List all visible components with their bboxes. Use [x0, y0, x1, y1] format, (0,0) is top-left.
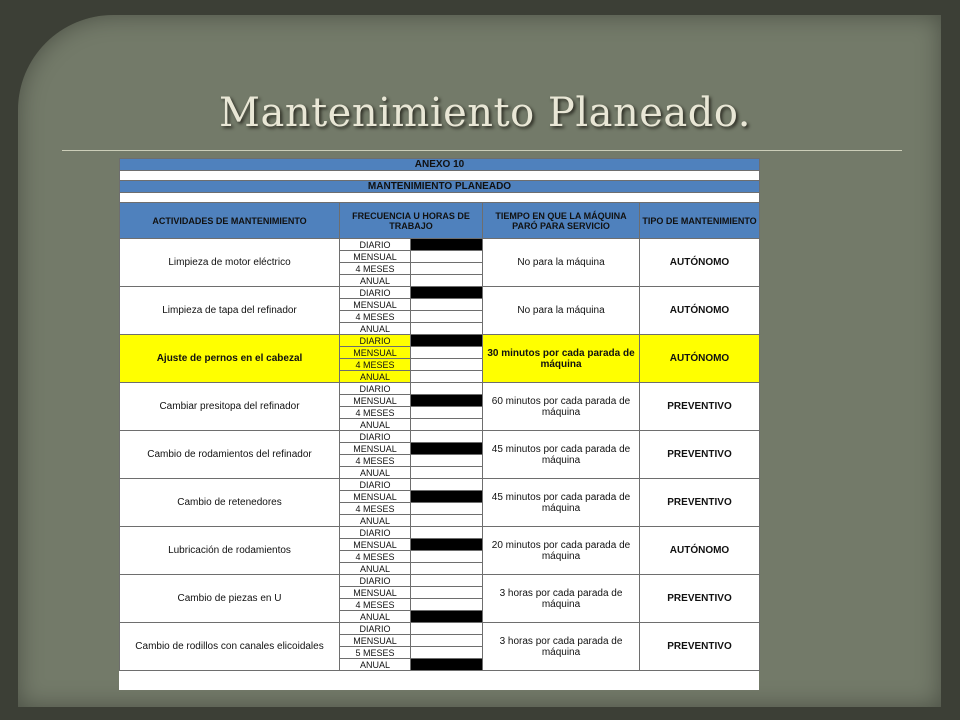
frequency-mark-empty: [411, 647, 483, 659]
frequency-label: ANUAL: [340, 611, 411, 623]
frequency-mark-empty: [411, 575, 483, 587]
stop-time-cell: No para la máquina: [483, 287, 640, 335]
maintenance-type-cell: AUTÓNOMO: [640, 335, 760, 383]
frequency-mark-empty: [411, 623, 483, 635]
maintenance-sheet: [119, 158, 759, 690]
maintenance-type-cell: AUTÓNOMO: [640, 239, 760, 287]
frequency-label: ANUAL: [340, 515, 411, 527]
frequency-mark-empty: [411, 299, 483, 311]
frequency-label: ANUAL: [340, 371, 411, 383]
frequency-label: 4 MESES: [340, 503, 411, 515]
frequency-mark-empty: [411, 467, 483, 479]
frequency-label: DIARIO: [340, 383, 411, 395]
header-time: TIEMPO EN QUE LA MÁQUINA PARÓ PARA SERVICIO: [483, 203, 640, 239]
frequency-label: 5 MESES: [340, 647, 411, 659]
header-activity: ACTIVIDADES DE MANTENIMIENTO: [120, 203, 340, 239]
frequency-label: MENSUAL: [340, 395, 411, 407]
frequency-label: ANUAL: [340, 659, 411, 671]
activity-cell: Lubricación de rodamientos: [120, 527, 340, 575]
spacer-row: [120, 193, 760, 203]
frequency-label: ANUAL: [340, 563, 411, 575]
frequency-label: ANUAL: [340, 467, 411, 479]
frequency-mark-empty: [411, 527, 483, 539]
frequency-label: MENSUAL: [340, 299, 411, 311]
activity-cell: Ajuste de pernos en el cabezal: [120, 335, 340, 383]
activity-cell: Cambio de retenedores: [120, 479, 340, 527]
frequency-mark-filled: [411, 239, 483, 251]
frequency-mark-empty: [411, 383, 483, 395]
frequency-mark-empty: [411, 587, 483, 599]
frequency-label: 4 MESES: [340, 311, 411, 323]
frequency-mark-empty: [411, 563, 483, 575]
maintenance-type-cell: PREVENTIVO: [640, 479, 760, 527]
frequency-mark-empty: [411, 431, 483, 443]
frequency-mark-empty: [411, 359, 483, 371]
frequency-mark-empty: [411, 551, 483, 563]
header-type: TIPO DE MANTENIMIENTO: [640, 203, 760, 239]
stop-time-cell: No para la máquina: [483, 239, 640, 287]
frequency-mark-empty: [411, 503, 483, 515]
frequency-label: 4 MESES: [340, 455, 411, 467]
frequency-mark-empty: [411, 479, 483, 491]
frequency-label: DIARIO: [340, 431, 411, 443]
title-divider: [62, 150, 902, 151]
frequency-label: MENSUAL: [340, 635, 411, 647]
frequency-label: MENSUAL: [340, 347, 411, 359]
frequency-label: MENSUAL: [340, 443, 411, 455]
frequency-label: DIARIO: [340, 479, 411, 491]
header-frequency: FRECUENCIA U HORAS DE TRABAJO: [340, 203, 483, 239]
frequency-label: DIARIO: [340, 335, 411, 347]
frequency-label: ANUAL: [340, 275, 411, 287]
activity-cell: Cambio de rodamientos del refinador: [120, 431, 340, 479]
frequency-mark-filled: [411, 491, 483, 503]
frequency-label: 4 MESES: [340, 407, 411, 419]
maintenance-type-cell: PREVENTIVO: [640, 623, 760, 671]
activity-cell: Limpieza de tapa del refinador: [120, 287, 340, 335]
table-caption: MANTENIMIENTO PLANEADO: [120, 181, 760, 193]
maintenance-type-cell: PREVENTIVO: [640, 575, 760, 623]
frequency-label: DIARIO: [340, 287, 411, 299]
frequency-label: MENSUAL: [340, 251, 411, 263]
frequency-mark-empty: [411, 407, 483, 419]
frequency-label: DIARIO: [340, 575, 411, 587]
frequency-mark-filled: [411, 539, 483, 551]
frequency-mark-empty: [411, 263, 483, 275]
maintenance-type-cell: AUTÓNOMO: [640, 527, 760, 575]
frequency-mark-filled: [411, 443, 483, 455]
activity-cell: Cambio de piezas en U: [120, 575, 340, 623]
frequency-mark-filled: [411, 287, 483, 299]
frequency-label: ANUAL: [340, 419, 411, 431]
frequency-mark-filled: [411, 611, 483, 623]
frequency-mark-empty: [411, 599, 483, 611]
frequency-label: MENSUAL: [340, 587, 411, 599]
stop-time-cell: 20 minutos por cada parada de máquina: [483, 527, 640, 575]
frequency-mark-empty: [411, 323, 483, 335]
frequency-label: MENSUAL: [340, 539, 411, 551]
stop-time-cell: 45 minutos por cada parada de máquina: [483, 431, 640, 479]
frequency-label: ANUAL: [340, 323, 411, 335]
maintenance-type-cell: AUTÓNOMO: [640, 287, 760, 335]
frequency-label: 4 MESES: [340, 599, 411, 611]
maintenance-type-cell: PREVENTIVO: [640, 383, 760, 431]
frequency-mark-empty: [411, 635, 483, 647]
frequency-mark-filled: [411, 395, 483, 407]
frequency-label: 4 MESES: [340, 551, 411, 563]
annex-label: ANEXO 10: [120, 159, 760, 171]
slide-title: Mantenimiento Planeado.: [219, 90, 751, 136]
stop-time-cell: 45 minutos por cada parada de máquina: [483, 479, 640, 527]
frequency-label: 4 MESES: [340, 263, 411, 275]
frequency-label: DIARIO: [340, 239, 411, 251]
maintenance-type-cell: PREVENTIVO: [640, 431, 760, 479]
stop-time-cell: 3 horas por cada parada de máquina: [483, 575, 640, 623]
stop-time-cell: 60 minutos por cada parada de máquina: [483, 383, 640, 431]
activity-cell: Limpieza de motor eléctrico: [120, 239, 340, 287]
frequency-mark-empty: [411, 251, 483, 263]
frequency-mark-empty: [411, 515, 483, 527]
frequency-label: 4 MESES: [340, 359, 411, 371]
frequency-label: MENSUAL: [340, 491, 411, 503]
frequency-mark-empty: [411, 347, 483, 359]
frequency-mark-filled: [411, 659, 483, 671]
frequency-label: DIARIO: [340, 527, 411, 539]
stop-time-cell: 30 minutos por cada parada de máquina: [483, 335, 640, 383]
activity-cell: Cambiar presitopa del refinador: [120, 383, 340, 431]
frequency-mark-empty: [411, 311, 483, 323]
frequency-mark-empty: [411, 455, 483, 467]
frequency-mark-empty: [411, 419, 483, 431]
activity-cell: Cambio de rodillos con canales elicoidales: [120, 623, 340, 671]
frequency-label: DIARIO: [340, 623, 411, 635]
maintenance-table: [119, 158, 760, 671]
stop-time-cell: 3 horas por cada parada de máquina: [483, 623, 640, 671]
frequency-mark-empty: [411, 275, 483, 287]
frequency-mark-filled: [411, 335, 483, 347]
spacer-row: [120, 171, 760, 181]
frequency-mark-empty: [411, 371, 483, 383]
